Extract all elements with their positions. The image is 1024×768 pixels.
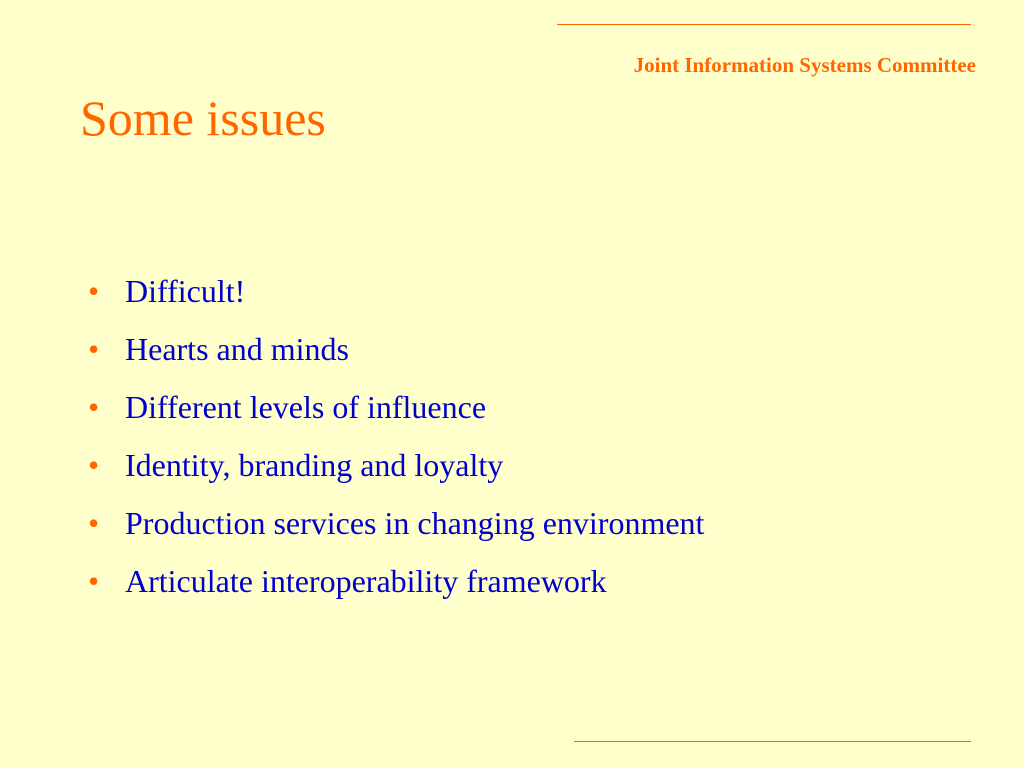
bullet-item [88,262,704,320]
bullet-text: Different levels of influence [125,389,487,425]
bullet-icon: • [88,331,100,367]
bullet-icon: • [88,273,100,309]
bullet-list [88,262,704,610]
footer-rule [574,741,971,742]
bullet-icon: • [88,447,100,483]
bullet-text: Hearts and minds [125,331,349,367]
slide-title: Some issues [80,90,326,146]
bullet-icon: • [88,389,100,425]
bullet-text: Production services in changing environment [125,505,705,541]
bullet-icon: • [88,505,100,541]
bullet-text: Difficult! [125,273,246,309]
bullet-text: Articulate interoperability framework [125,563,607,599]
bullet-item [88,552,704,610]
bullet-item [88,320,704,378]
header-rule [557,24,971,25]
bullet-item [88,378,704,436]
bullet-text: Identity, branding and loyalty [125,447,504,483]
bullet-icon: • [88,563,100,599]
bullet-item [88,494,704,552]
bullet-item [88,436,704,494]
organization-name: Joint Information Systems Committee [633,53,976,77]
